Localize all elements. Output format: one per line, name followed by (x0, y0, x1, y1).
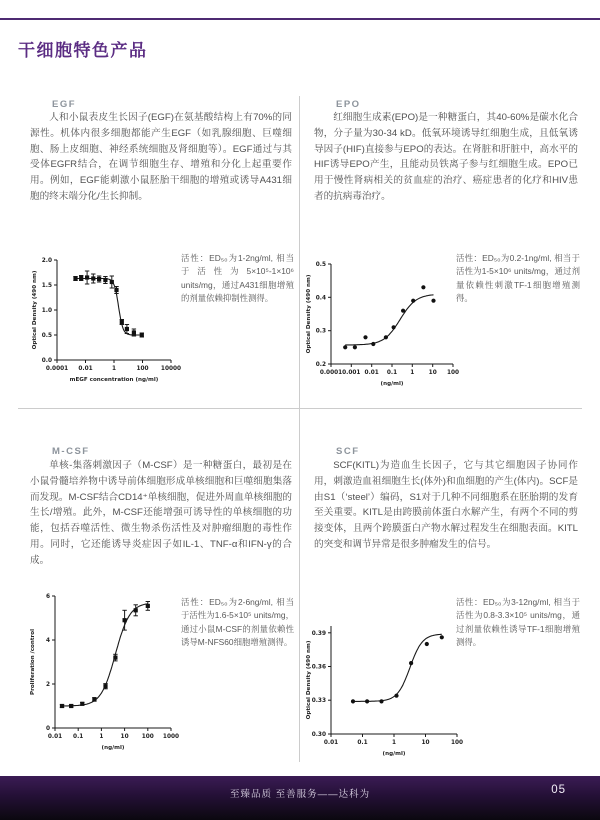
section-heading-scf: SCF (336, 446, 360, 457)
svg-text:10: 10 (120, 734, 129, 740)
activity-note-scf: 活性：ED₅₀为3-12ng/ml, 相当于活性为0.8-3.3×10⁵ units/mg，通过剂量依赖性诱导TF-1细胞增殖测得。 (456, 597, 580, 648)
egf-dose-response-chart (30, 252, 182, 389)
activity-note-epo: 活性：ED₅₀为0.2-1ng/ml, 相当于活性为1-5×10⁶ units/mg，通过剂量依赖性刺激TF-1细胞增殖测得。 (456, 253, 580, 304)
svg-text:0.0001: 0.0001 (45, 366, 69, 372)
svg-text:Proliferation /control: Proliferation /control (30, 628, 36, 696)
section-body-epo: 红细胞生成素(EPO)是一种糖蛋白，其40-60%是碳水化合物，分子量为30-34 kD。低氧环境诱导红细胞生成，且低氧诱导因子(HIF)直接参与EPO的表达。在肾脏和肝脏中，高水平的HIF诱导EPO产生，且能动员铁离子参与红细胞生成。EPO已用于慢性肾病相关的贫血症的治疗、癌症患者的化疗和HIV患者的抗病毒治疗。 (314, 112, 578, 202)
svg-text:100: 100 (141, 734, 154, 740)
svg-text:0.33: 0.33 (311, 698, 326, 705)
svg-text:6: 6 (45, 594, 50, 600)
section-body-scf: SCF(KITL)为造血生长因子，它与其它细胞因子协同作用，刺激造血祖细胞生长(体外)和血细胞的产生(体内)。SCF是由S1（‘steel’）编码，S1对于几种不同细胞系在胚胎期的发育至关重要。KITL是由跨膜前体蛋白水解产生，有两个不同的剪接变体，且两个跨膜蛋白产物水解过程发生在细胞表面。KITL的突变和调节异常是很多肿瘤发生的信号。 (314, 460, 578, 550)
svg-text:0.1: 0.1 (386, 370, 398, 376)
top-accent-line (0, 18, 600, 20)
scf-dose-response-chart (304, 618, 468, 763)
svg-text:100: 100 (136, 366, 149, 372)
svg-text:(ng/ml): (ng/ml) (101, 745, 125, 751)
svg-text:0.30: 0.30 (311, 732, 326, 738)
svg-text:0.01: 0.01 (323, 740, 339, 746)
activity-note-mcsf: 活性：ED₅₀为2-6ng/ml, 相当于活性为1.6-5×10⁵ units/mg，通过小鼠M-CSF的剂量依赖性诱导M-NFS60细胞增殖测得。 (181, 597, 294, 648)
svg-text:1: 1 (410, 370, 415, 376)
svg-text:0.2: 0.2 (315, 362, 326, 368)
page-title: 干细胞特色产品 (18, 41, 148, 60)
svg-text:0.0: 0.0 (41, 358, 52, 364)
svg-text:1.0: 1.0 (41, 308, 52, 314)
svg-text:1.5: 1.5 (41, 283, 52, 289)
page-number: 05 (551, 784, 566, 796)
mcsf-dose-response-chart (28, 588, 182, 757)
svg-text:0.01: 0.01 (78, 366, 93, 372)
svg-text:(ng/ml): (ng/ml) (380, 381, 404, 387)
svg-text:0.0001: 0.0001 (319, 370, 343, 376)
svg-text:4: 4 (45, 638, 50, 644)
svg-text:0.39: 0.39 (311, 630, 326, 637)
svg-text:2.0: 2.0 (41, 258, 52, 264)
footer-bar (0, 776, 600, 820)
svg-text:1: 1 (99, 734, 104, 740)
svg-text:0.01: 0.01 (364, 370, 379, 376)
svg-text:1: 1 (391, 740, 397, 746)
svg-text:0.1: 0.1 (357, 740, 368, 746)
svg-text:0.36: 0.36 (311, 664, 326, 671)
epo-dose-response-chart (304, 256, 464, 393)
svg-text:100: 100 (446, 370, 460, 376)
svg-text:Optical Density (490 nm): Optical Density (490 nm) (306, 274, 312, 354)
svg-text:1000: 1000 (162, 734, 180, 740)
section-heading-egf: EGF (52, 99, 77, 110)
svg-text:100: 100 (450, 740, 464, 746)
section-heading-epo: EPO (336, 99, 361, 110)
svg-text:mEGF concentration (ng/ml): mEGF concentration (ng/ml) (69, 377, 159, 383)
svg-text:10: 10 (421, 740, 430, 746)
section-body-egf: 人和小鼠表皮生长因子(EGF)在氨基酸结构上有70%的同源性。机体内很多细胞都能产生EGF（如乳腺细胞、巨噬细胞、肠上皮细胞、神经系统细胞及肾细胞等）。EGF通过与其受体EGFR结合，在调节细胞生存、增殖和分化上起重要作用。例如，EGF能刺激小鼠胚胎干细胞的增殖或诱导A431细胞的终末端分化/生长抑制。 (30, 112, 292, 202)
svg-text:0.01: 0.01 (47, 734, 63, 740)
footer-slogan: 至臻品质 至善服务——达科为 (230, 789, 371, 800)
svg-text:0.001: 0.001 (342, 370, 361, 376)
svg-text:10000: 10000 (160, 366, 182, 372)
svg-text:0.5: 0.5 (315, 262, 326, 268)
horizontal-divider (18, 408, 582, 409)
section-body-mcsf: 单核-集落刺激因子（M-CSF）是一种糖蛋白，最初是在小鼠骨髓培养物中诱导前体细胞形成单核细胞和巨噬细胞集落而发现。M-CSF结合CD14⁺单核细胞，促进外周血单核细胞的生长/增殖。此外，M-CSF还能增强可诱导性的单核细胞的功能，包括吞噬活性、微生物杀伤活性及对肿瘤细胞的毒性作用。同时，它还能诱导炎症因子如IL-1、TNF-α和IFN-γ的合成。 (30, 460, 292, 566)
svg-text:(ng/ml): (ng/ml) (382, 751, 406, 757)
svg-text:1: 1 (111, 366, 117, 372)
vertical-divider (299, 96, 300, 762)
svg-text:0.3: 0.3 (315, 328, 326, 335)
svg-text:0: 0 (45, 726, 50, 732)
section-heading-mcsf: M-CSF (52, 446, 90, 457)
svg-text:Optical Density (490 nm): Optical Density (490 nm) (306, 640, 312, 720)
svg-text:0.5: 0.5 (41, 333, 52, 339)
activity-note-egf: 活性：ED₅₀为1-2ng/ml, 相当于活性为5×10⁵-1×10⁶ units/mg，通过A431细胞增殖的剂量依赖抑制性测得。 (181, 253, 294, 304)
svg-text:10: 10 (428, 370, 437, 376)
svg-text:0.4: 0.4 (315, 295, 326, 302)
svg-text:0.1: 0.1 (73, 734, 84, 740)
svg-text:Optical Density (490 nm): Optical Density (490 nm) (32, 270, 38, 350)
svg-text:2: 2 (45, 682, 50, 688)
